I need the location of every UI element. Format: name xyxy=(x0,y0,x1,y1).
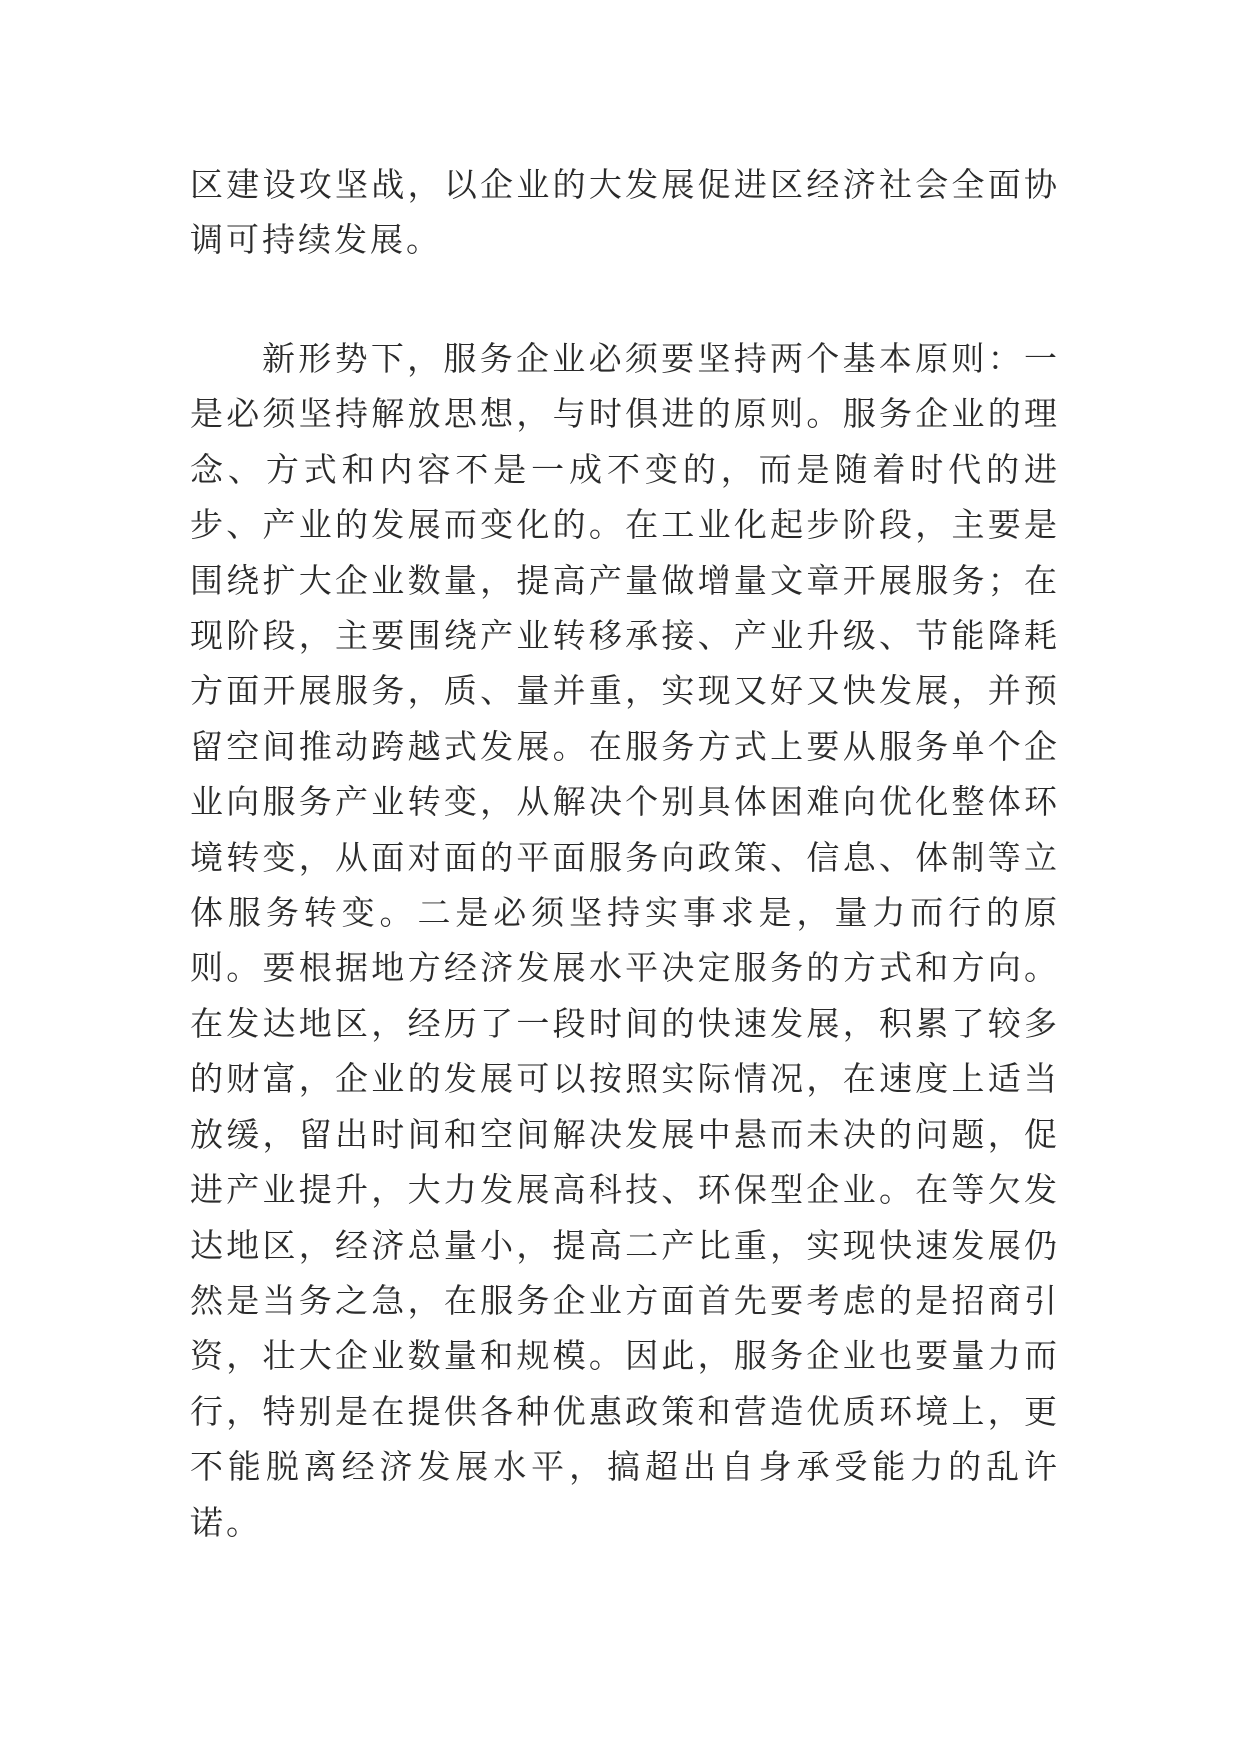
paragraph-1: 区建设攻坚战，以企业的大发展促进区经济社会全面协调可持续发展。 xyxy=(190,165,1060,260)
paragraph-2: 新形势下，服务企业必须要坚持两个基本原则：一是必须坚持解放思想，与时俱进的原则。服务企业的理念、方式和内容不是一成不变的，而是随着时代的进步、产业的发展而变化的。在工业化起步阶段，主要是围绕扩大企业数量，提高产量做增量文章开展服务；在现阶段，主要围绕产业转移承接、产业升级、节能降耗方面开展服务，质、量并重，实现又好又快发展，并预留空间推动跨越式发展。在服务方式上要从服务单个企业向服务产业转变，从解决个别具体困难向优化整体环境转变，从面对面的平面服务向政策、信息、体制等立体服务转变。二是必须坚持实事求是，量力而行的原则。要根据地方经济发展水平决定服务的方式和方向。在发达地区，经历了一段时间的快速发展，积累了较多的财富，企业的发展可以按照实际情况，在速度上适当放缓，留出时间和空间解决发展中悬而未决的问题，促进产业提升，大力发展高科技、环保型企业。在等欠发达地区，经济总量小，提高二产比重，实现快速发展仍然是当务之急，在服务企业方面首先要考虑的是招商引资，壮大企业数量和规模。因此，服务企业也要量力而行，特别是在提供各种优惠政策和营造优质环境上，更不能脱离经济发展水平，搞超出自身承受能力的乱许诺。 xyxy=(190,339,1060,1542)
